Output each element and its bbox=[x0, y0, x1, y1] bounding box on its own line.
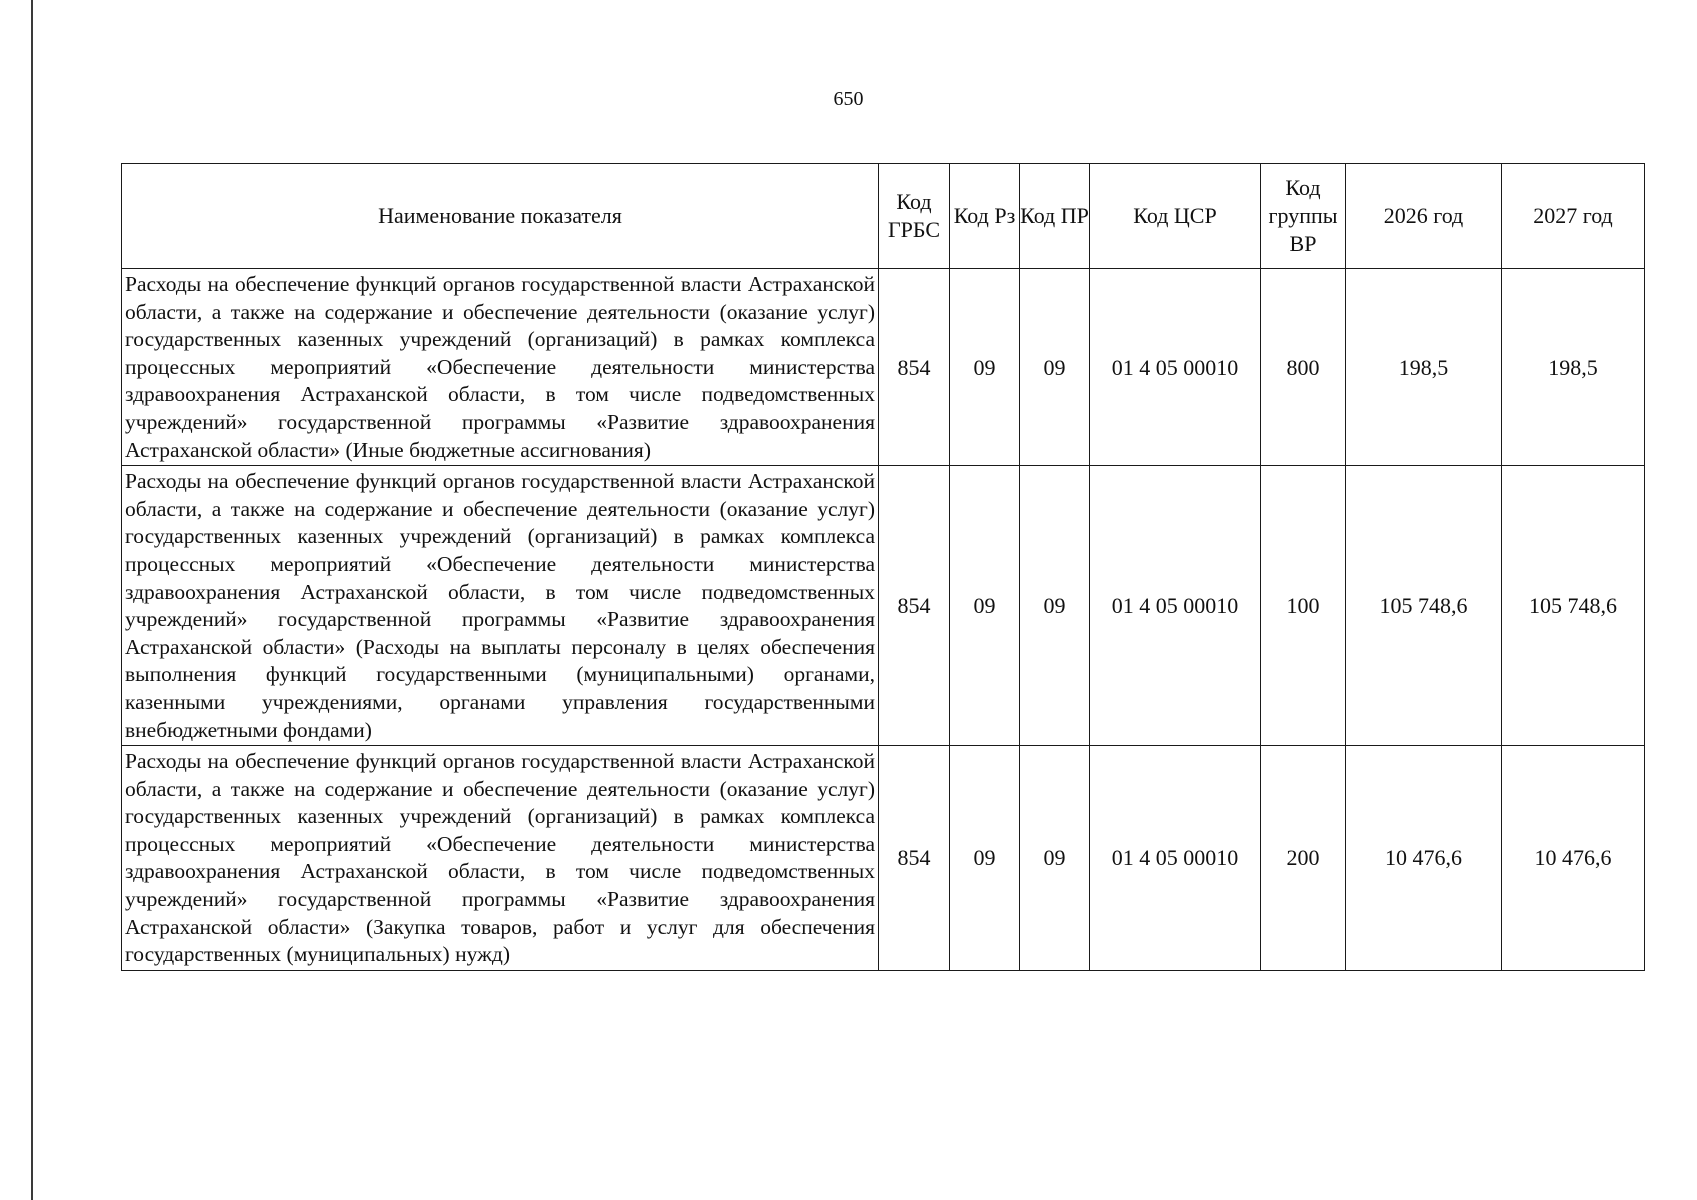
row-grbs-cell: 854 bbox=[879, 746, 950, 971]
header-rz: Код Рз bbox=[950, 164, 1020, 269]
table-body bbox=[122, 269, 1645, 971]
row-2026-cell: 105 748,6 bbox=[1346, 466, 1502, 746]
row-name-cell: Расходы на обеспечение функций органов государственной власти Астраханской области, а также на содержание и обеспечение деятельности (оказание услуг) государственных казенных учреждений (организаций) в рамках комплекса процессных мероприятий «Обеспечение деятельности министерства здравоохранения Астраханской области, в том числе подведомственных учреждений» государственной программы «Развитие здравоохранения Астраханской области» (Иные бюджетные ассигнования) bbox=[122, 269, 879, 466]
row-pr-cell: 09 bbox=[1020, 269, 1090, 466]
row-2027-cell: 198,5 bbox=[1502, 269, 1645, 466]
header-csr: Код ЦСР bbox=[1090, 164, 1261, 269]
row-2026-cell: 198,5 bbox=[1346, 269, 1502, 466]
table-row bbox=[122, 269, 1645, 466]
row-vr-cell: 200 bbox=[1261, 746, 1346, 971]
row-vr-cell: 100 bbox=[1261, 466, 1346, 746]
row-grbs-cell: 854 bbox=[879, 269, 950, 466]
row-grbs-cell: 854 bbox=[879, 466, 950, 746]
page-number: 650 bbox=[833, 88, 864, 110]
row-rz-cell: 09 bbox=[950, 466, 1020, 746]
table-header bbox=[122, 164, 1645, 269]
row-rz-cell: 09 bbox=[950, 269, 1020, 466]
header-2027: 2027 год bbox=[1502, 164, 1645, 269]
row-2026-cell: 10 476,6 bbox=[1346, 746, 1502, 971]
row-pr-cell: 09 bbox=[1020, 466, 1090, 746]
row-2027-cell: 105 748,6 bbox=[1502, 466, 1645, 746]
budget-table bbox=[121, 163, 1645, 971]
header-name: Наименование показателя bbox=[122, 164, 879, 269]
row-vr-cell: 800 bbox=[1261, 269, 1346, 466]
row-name-cell: Расходы на обеспечение функций органов государственной власти Астраханской области, а также на содержание и обеспечение деятельности (оказание услуг) государственных казенных учреждений (организаций) в рамках комплекса процессных мероприятий «Обеспечение деятельности министерства здравоохранения Астраханской области, в том числе подведомственных учреждений» государственной программы «Развитие здравоохранения Астраханской области» (Закупка товаров, работ и услуг для обеспечения государственных (муниципальных) нужд) bbox=[122, 746, 879, 971]
row-2027-cell: 10 476,6 bbox=[1502, 746, 1645, 971]
row-csr-cell: 01 4 05 00010 bbox=[1090, 466, 1261, 746]
row-rz-cell: 09 bbox=[950, 746, 1020, 971]
scan-border-line bbox=[31, 0, 33, 1200]
header-grbs: Код ГРБС bbox=[879, 164, 950, 269]
row-csr-cell: 01 4 05 00010 bbox=[1090, 746, 1261, 971]
row-csr-cell: 01 4 05 00010 bbox=[1090, 269, 1261, 466]
row-pr-cell: 09 bbox=[1020, 746, 1090, 971]
header-2026: 2026 год bbox=[1346, 164, 1502, 269]
row-name-cell: Расходы на обеспечение функций органов государственной власти Астраханской области, а также на содержание и обеспечение деятельности (оказание услуг) государственных казенных учреждений (организаций) в рамках комплекса процессных мероприятий «Обеспечение деятельности министерства здравоохранения Астраханской области, в том числе подведомственных учреждений» государственной программы «Развитие здравоохранения Астраханской области» (Расходы на выплаты персоналу в целях обеспечения выполнения функций государственными (муниципальными) органами, казенными учреждениями, органами управления государственными внебюджетными фондами) bbox=[122, 466, 879, 746]
table-row bbox=[122, 746, 1645, 971]
header-row bbox=[122, 164, 1645, 269]
header-pr: Код ПР bbox=[1020, 164, 1090, 269]
table-row bbox=[122, 466, 1645, 746]
header-vr: Код группы ВР bbox=[1261, 164, 1346, 269]
